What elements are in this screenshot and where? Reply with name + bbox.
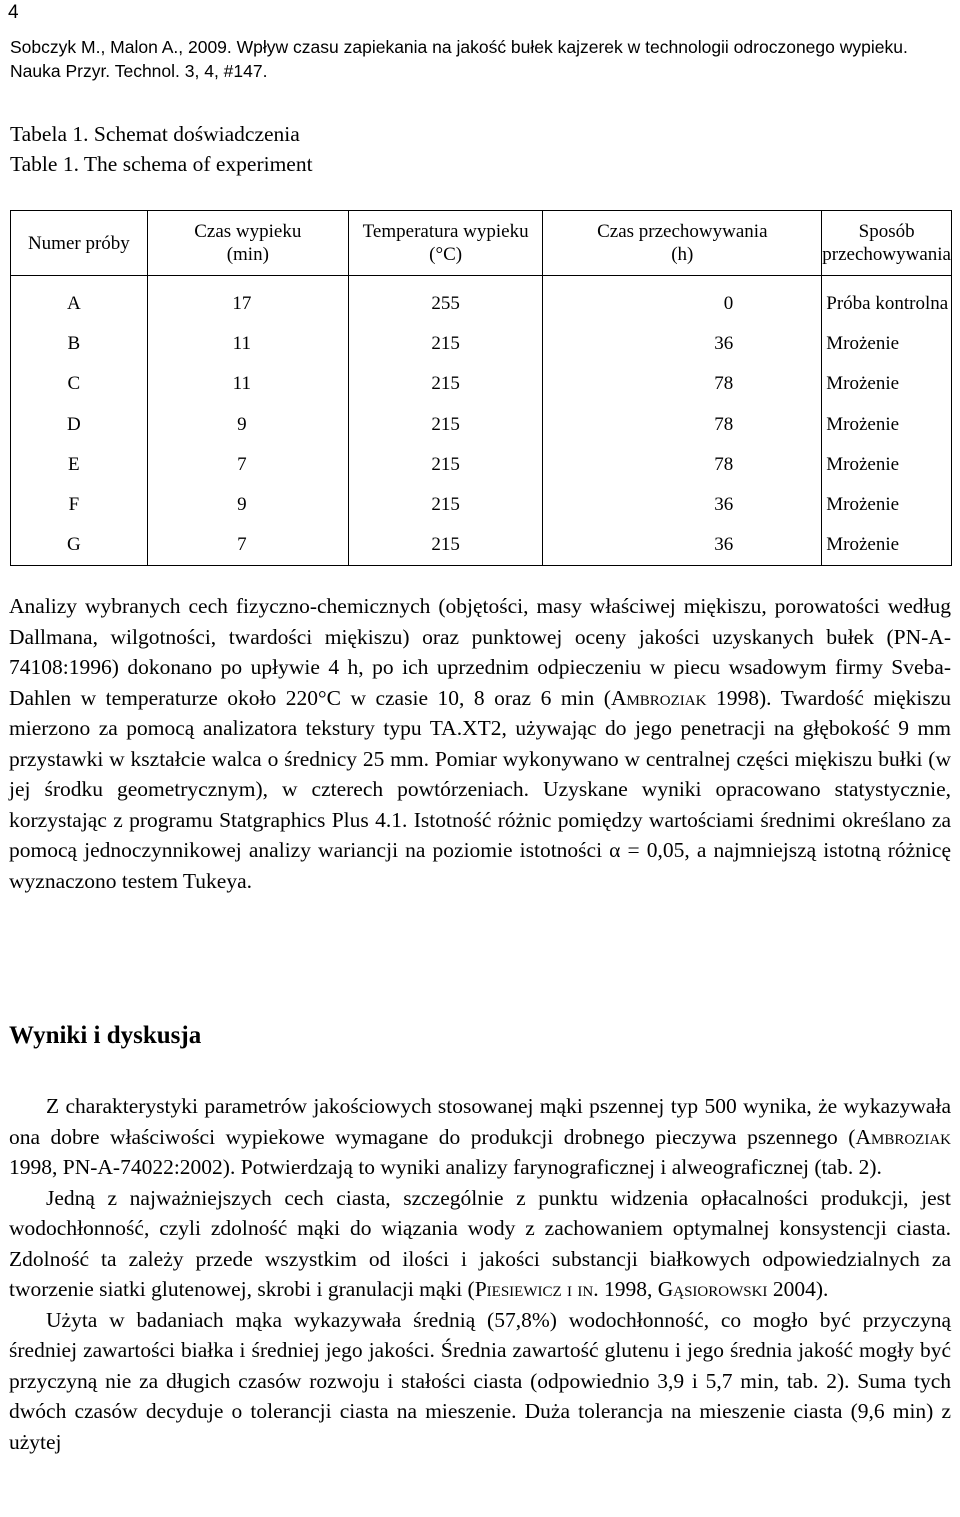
table-cell: 36: [543, 324, 822, 364]
table-cell: 215: [348, 485, 542, 525]
header-storage-method: Sposób przechowywania: [822, 211, 952, 276]
table-cell: B: [11, 324, 148, 364]
table-caption-pl: Tabela 1. Schemat doświadczenia: [10, 122, 300, 146]
table-cell: F: [11, 485, 148, 525]
methods-paragraph: Analizy wybranych cech fizyczno-chemicznych (objętości, masy właściwej miękiszu, porowatości według Dallmana, wilgotności, twardości miękiszu) oraz punktowej oceny jakości uzyskanych bułek (PN-A-74108:1996) dokonano po upływie 4 h, po ich uprzednim odpieczeniu w piecu wsadowym firmy Sveba-Dahlen w temperaturze około 220°C w czasie 10, 8 oraz 6 min (Ambroziak 1998). Twardość miękiszu mierzono za pomocą analizatora tekstury typu TA.XT2, używając do jego penetracji na głębokość 9 mm przystawki w kształcie walca o średnicy 25 mm. Pomiar wykonywano w centralnej części miękiszu bułki (w jej środku geometrycznym), w czterech powtórzeniach. Uzyskane wyniki opracowano statystycznie, korzystając z programu Statgraphics Plus 4.1. Istotność różnic pomiędzy wartościami średnimi określano za pomocą jednoczynnikowej analizy wariancji na poziomie istotności α = 0,05, a najmniejszą istotną różnicę wyznaczono testem Tukeya.: [9, 594, 951, 893]
section-heading: Wyniki i dyskusja: [9, 1022, 202, 1049]
table-cell: Mrożenie: [822, 445, 952, 485]
table-cell: 7: [147, 525, 348, 566]
table-cell: 215: [348, 405, 542, 445]
page-number: 4: [8, 2, 19, 23]
table-cell: 78: [543, 445, 822, 485]
experiment-table: [10, 210, 952, 566]
table-cell: 7: [147, 445, 348, 485]
table-row: [11, 525, 952, 566]
table-row: [11, 324, 952, 364]
citation-line-1: Sobczyk M., Malon A., 2009. Wpływ czasu zapiekania na jakość bułek kajzerek w technologii odroczonego wypieku.: [10, 37, 908, 57]
table-cell: 11: [147, 364, 348, 404]
table-cell: A: [11, 276, 148, 325]
table-cell: 0: [543, 276, 822, 325]
table-cell: 215: [348, 324, 542, 364]
table-cell: 215: [348, 364, 542, 404]
table-cell: 17: [147, 276, 348, 325]
header-baking-temperature: Temperatura wypieku (°C): [348, 211, 542, 276]
table-cell: C: [11, 364, 148, 404]
citation-header: [10, 35, 950, 83]
table-row: [11, 405, 952, 445]
results-text: [9, 1091, 951, 1457]
table-cell: Mrożenie: [822, 324, 952, 364]
table-cell: Próba kontrolna: [822, 276, 952, 325]
table-header-row: [11, 211, 952, 276]
table-cell: 36: [543, 485, 822, 525]
table-cell: Mrożenie: [822, 364, 952, 404]
table-cell: Mrożenie: [822, 405, 952, 445]
results-paragraph-2: Jedną z najważniejszych cech ciasta, szczególnie z punktu widzenia opłacalności produkcji, jest wodochłonność, czyli zdolność mąki do wiązania wody z zachowaniem optymalnej konsystencji ciasta. Zdolność ta zależy przede wszystkim od ilości i jakości substancji białkowych odpowiedzialnych za tworzenie siatki glutenowej, skrobi i granulacji mąki (Piesiewicz i in. 1998, Gąsiorowski 2004).: [9, 1185, 951, 1301]
table-caption-en: Table 1. The schema of experiment: [10, 152, 313, 176]
header-sample-number: Numer próby: [11, 211, 148, 276]
table-row: [11, 276, 952, 325]
table-cell: D: [11, 405, 148, 445]
results-paragraph-1: Z charakterystyki parametrów jakościowych stosowanej mąki pszennej typ 500 wynika, że wykazywała ona dobre właściwości wypiekowe wymagane do produkcji drobnego pieczywa pszennego (Ambroziak 1998, PN-A-74022:2002). Potwierdzają to wyniki analizy farynograficznej i alweograficznej (tab. 2).: [9, 1094, 951, 1179]
header-storage-time: Czas przechowywania (h): [543, 211, 822, 276]
table-cell: Mrożenie: [822, 485, 952, 525]
table-cell: E: [11, 445, 148, 485]
table-cell: 215: [348, 525, 542, 566]
table-row: [11, 445, 952, 485]
table-caption: [10, 119, 313, 179]
table-cell: 9: [147, 485, 348, 525]
citation-ambroziak: Ambroziak: [610, 685, 707, 710]
table-row: [11, 364, 952, 404]
table-cell: 255: [348, 276, 542, 325]
table-cell: 215: [348, 445, 542, 485]
table-cell: 11: [147, 324, 348, 364]
results-paragraph-3: Użyta w badaniach mąka wykazywała średnią (57,8%) wodochłonność, co mogło być przyczyną średniej zawartości białka i średniej jego jakości. Średnia zawartość glutenu i jego średnia jakość mogły być przyczyną nie za długich czasów rozwoju i stałości ciasta (odpowiednio 3,9 i 5,7 min, tab. 2). Suma tych dwóch czasów decyduje o tolerancji ciasta na mieszenie. Duża tolerancja na mieszenie ciasta (9,6 min) z użytej: [9, 1307, 951, 1454]
table-cell: 78: [543, 364, 822, 404]
table-cell: G: [11, 525, 148, 566]
citation-line-2: Nauka Przyr. Technol. 3, 4, #147.: [10, 61, 268, 81]
table-cell: 36: [543, 525, 822, 566]
table-row: [11, 485, 952, 525]
table-cell: Mrożenie: [822, 525, 952, 566]
table-cell: 9: [147, 405, 348, 445]
table-cell: 78: [543, 405, 822, 445]
header-baking-time: Czas wypieku (min): [147, 211, 348, 276]
